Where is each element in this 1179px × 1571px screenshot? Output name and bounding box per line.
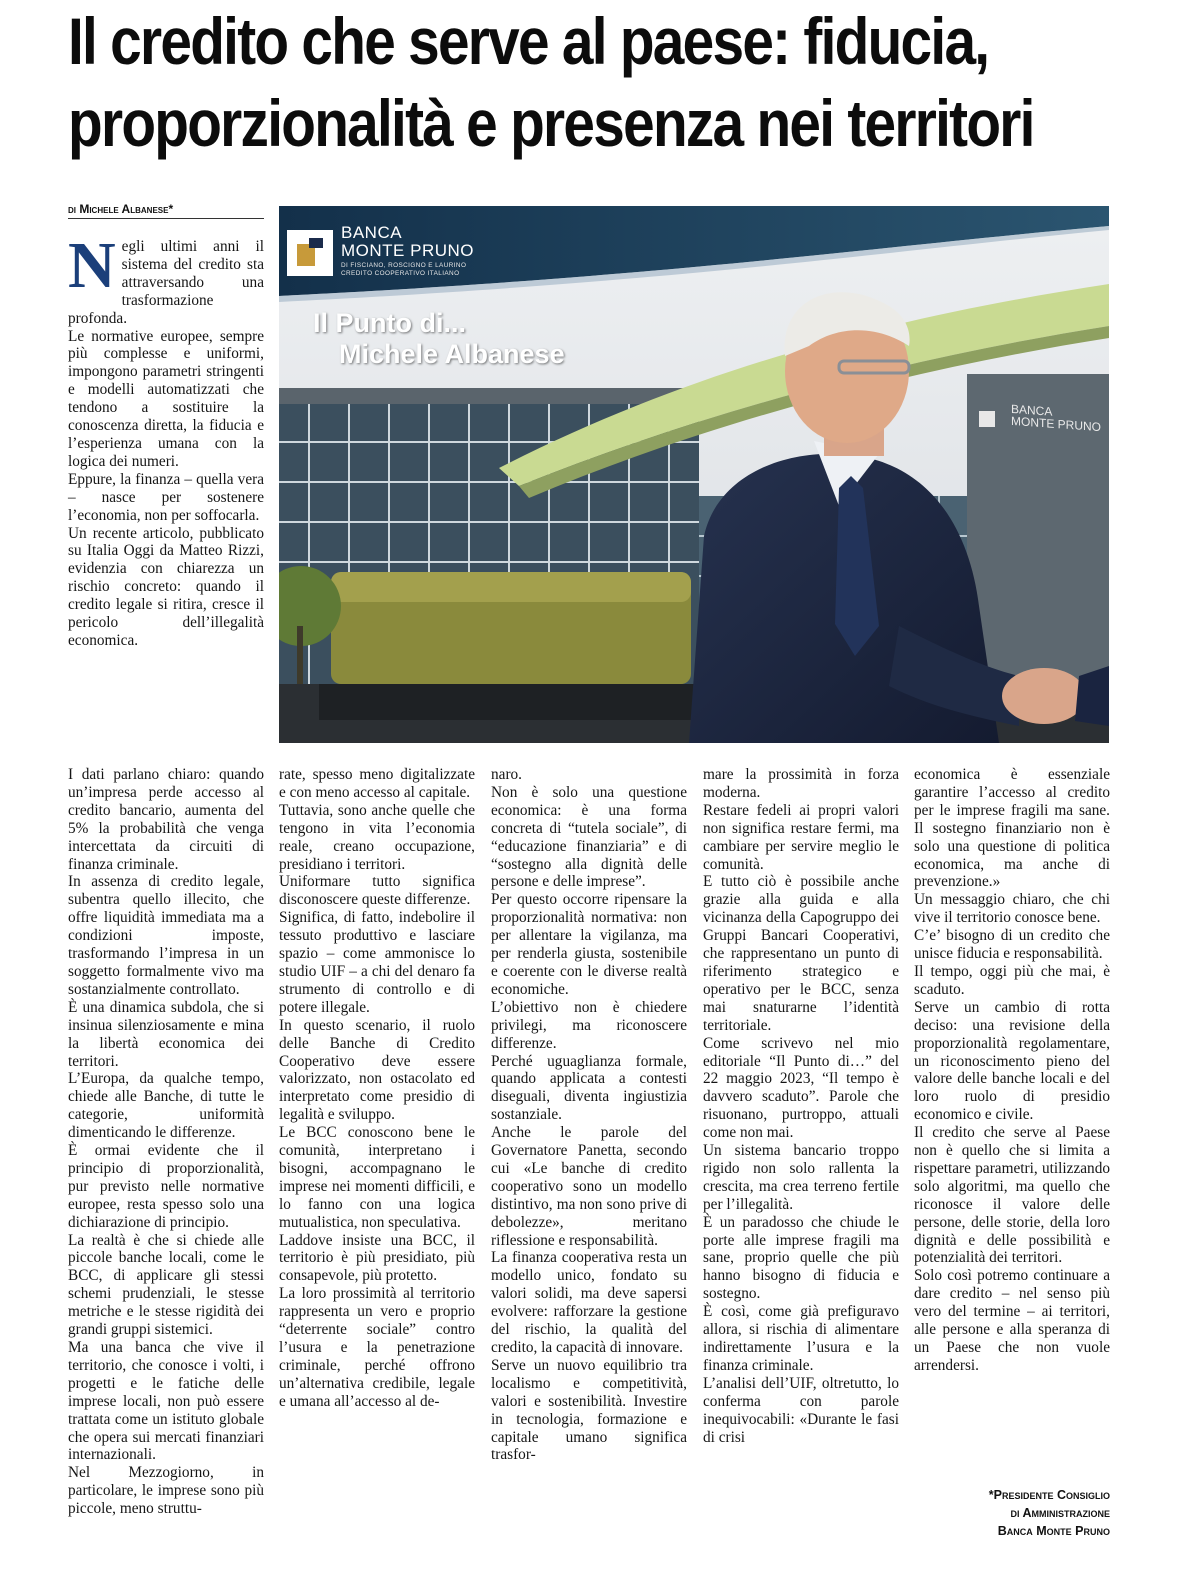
paragraph: Le normative europee, sempre più complesse e uniformi, impongono parametri stringenti e modelli automatizzati che tendono a sostituire la conoscenza diretta, la fiducia e l’esperienza umana con la logica dei numeri.	[68, 327, 264, 470]
paragraph: Restare fedeli ai propri valori non significa restare fermi, ma cambiare per servire meglio le comunità.	[703, 801, 899, 873]
paragraph: Anche le parole del Governatore Panetta, secondo cui «Le banche di credito cooperativo sono un modello distintivo, ma non sono prive di debolezze», meritano riflessione e responsabilità.	[491, 1124, 687, 1249]
paragraph: Uniformare tutto significa disconoscere queste differenze.	[279, 873, 475, 909]
paragraph: Come scrivevo nel mio editoriale “Il Punto di…” del 22 maggio 2023, “Il tempo è davvero scaduto”. Parole che risuonano, purtroppo, attuali come non mai.	[703, 1034, 899, 1142]
paragraph: La loro prossimità al territorio rappresenta un vero e proprio “deterrente sociale” contro l’usura e la penetrazione criminale, perché offrono un’alternativa credibile, legale e umana all’accesso al de-	[279, 1285, 475, 1410]
paragraph: Serve un cambio di rotta deciso: una revisione della proporzionalità regolamentare, un riconoscimento pieno del valore delle banche locali e del loro ruolo di presidio economico e civile.	[914, 998, 1110, 1124]
paragraph: La finanza cooperativa resta un modello unico, fondato su valori solidi, ma deve sapersi evolvere: rafforzare la gestione del rischio, la qualità del credito, la capacità di innovare.	[491, 1249, 687, 1356]
column-1-top	[68, 229, 264, 650]
paragraph: C’e’ bisogno di un credito che unisce fiducia e responsabilità.	[914, 927, 1110, 963]
paragraph: Significa, di fatto, indebolire il tessuto produttivo e lasciare spazio – come ammonisce lo studio UIF – a chi del denaro fa strumento di controllo e di potere illegale.	[279, 909, 475, 1016]
banner-bank-name: BANCA MONTE PRUNO	[341, 223, 474, 260]
banner-illustration	[279, 206, 1109, 743]
paragraph: mare la prossimità in forza moderna.	[703, 766, 899, 801]
paragraph: Serve un nuovo equilibrio tra localismo e competitività, valori e sostenibilità. Investire in tecnologia, formazione e capitale umano significa trasfor-	[491, 1356, 687, 1464]
drop-cap: N	[68, 229, 116, 302]
paragraph: L’Europa, da qualche tempo, chiede alle Banche, di tutte le categorie, uniformità dimenticando le differenze.	[68, 1070, 264, 1142]
headline-line-2: proporzionalità e presenza nei territori	[68, 86, 1034, 160]
paragraph: Eppure, la finanza – quella vera – nasce per sostenere l’economia, non per soffocarla.	[68, 470, 264, 524]
column-3	[491, 766, 687, 1464]
headline	[68, 0, 1113, 164]
column-4	[703, 766, 899, 1446]
building-sign: BANCA MONTE PRUNO	[1011, 401, 1101, 435]
paragraph: Non è solo una questione economica: è una forma concreta di “tutela sociale”, di “educazione finanziaria” e di “sostegno alla dignità delle persone e delle imprese”.	[491, 783, 687, 891]
headline-line-1: Il credito che serve al paese: fiducia,	[68, 4, 989, 78]
paragraph: Un messaggio chiaro, che chi vive il territorio conosce bene.	[914, 891, 1110, 927]
paragraph: Ma una banca che vive il territorio, che conosce i volti, i progetti e le fatiche delle imprese locali, non può essere trattata come un istituto globale che opera sui mercati finanziari internazionali.	[68, 1339, 264, 1464]
paragraph: Un sistema bancario troppo rigido non solo rallenta la crescita, ma crea terreno fertile per l’illegalità.	[703, 1142, 899, 1213]
paragraph: È così, come già prefiguravo allora, si rischia di alimentare indirettamente l’usura e la finanza criminale.	[703, 1303, 899, 1374]
paragraph: Solo così potremo continuare a dare credito – nel senso più vero del termine – ai territori, alle persone e alla speranza di un Paese che non vuole arrendersi.	[914, 1267, 1110, 1374]
paragraph: Nel Mezzogiorno, in particolare, le imprese sono più piccole, meno struttu-	[68, 1464, 264, 1518]
column-2	[279, 766, 475, 1411]
banner-bank-subtitle: DI FISCIANO, ROSCIGNO E LAURINO CREDITO COOPERATIVO ITALIANO	[341, 262, 467, 277]
column-5	[914, 766, 1110, 1375]
paragraph: Laddove insiste una BCC, il territorio è più presidiato, più consapevole, più protetto.	[279, 1231, 475, 1285]
paragraph: Le BCC conoscono bene le comunità, interpretano i bisogni, accompagnano le imprese nei momenti difficili, e lo fanno con una logica mutualistica, non speculativa.	[279, 1124, 475, 1231]
author-signature: *Presidente Consiglio di Amministrazione Banca Monte Pruno	[988, 1488, 1110, 1538]
paragraph: La realtà è che si chiede alle piccole banche locali, come le BCC, di applicare gli stessi schemi prudenziali, le stesse metriche e le stesse rigidità dei grandi gruppi sistemici.	[68, 1231, 264, 1339]
paragraph: rate, spesso meno digitalizzate e con meno accesso al capitale.	[279, 766, 475, 801]
paragraph: In assenza di credito legale, subentra quello illecito, che offre liquidità immediata ma a condizioni imposte, trasformando l’impresa in un soggetto formalmente vivo ma sostanzialmente controllato.	[68, 873, 264, 998]
byline: di Michele Albanese*	[68, 202, 264, 219]
paragraph: Negli ultimi anni il sistema del credito sta attraversando una trasformazione profonda.	[68, 229, 264, 327]
paragraph: Per questo occorre ripensare la proporzionalità normativa: non per allentare la vigilanza, ma per renderla giusta, sostenibile e coerente con le diverse realtà economiche.	[491, 891, 687, 998]
paragraph: È un paradosso che chiude le porte alle imprese fragili ma sane, proprio quelle che più hanno bisogno di fiducia e sostegno.	[703, 1213, 899, 1303]
paragraph: È una dinamica subdola, che si insinua silenziosamente e mina la libertà economica dei territori.	[68, 998, 264, 1070]
banner-title: Il Punto di... Michele Albanese	[313, 308, 565, 369]
paragraph: Il tempo, oggi più che mai, è scaduto.	[914, 962, 1110, 998]
paragraph: Tuttavia, sono anche quelle che tengono in vita l’economia reale, creano occupazione, presidiano i territori.	[279, 801, 475, 873]
paragraph: Perché uguaglianza formale, quando applicata a contesti diseguali, diventa ingiustizia sostanziale.	[491, 1052, 687, 1124]
banner-image	[279, 206, 1109, 743]
paragraph: I dati parlano chiaro: quando un’impresa perde accesso al credito bancario, aumenta del 5% la probabilità che venga intercettata da circuiti di finanza criminale.	[68, 766, 264, 873]
paragraph: economica è essenziale garantire l’accesso al credito per le imprese fragili ma sane. Il sostegno finanziario non è solo una questione di politica economica, ma anche di prevenzione.»	[914, 766, 1110, 891]
paragraph: naro.	[491, 766, 523, 783]
paragraph: Un recente articolo, pubblicato su Italia Oggi da Matteo Rizzi, evidenzia con chiarezza un rischio concreto: quando il credito legale si ritira, cresce il pericolo dell’illegalità economica.	[68, 524, 264, 649]
paragraph: È ormai evidente che il principio di proporzionalità, pur previsto nelle normative europee, resta spesso solo una dichiarazione di principio.	[68, 1142, 264, 1231]
bank-logo-icon	[287, 230, 333, 276]
paragraph: L’analisi dell’UIF, oltretutto, lo conferma con parole inequivocabili: «Durante le fasi di crisi	[703, 1374, 899, 1446]
paragraph: E tutto ciò è possibile anche grazie alla guida e alla vicinanza della Capogruppo dei Gruppi Bancari Cooperativi, che rappresentano un punto di riferimento strategico e operativo per le BCC, senza mai snaturarne l’identità territoriale.	[703, 873, 899, 1034]
paragraph: In questo scenario, il ruolo delle Banche di Credito Cooperativo deve essere valorizzato, non ostacolato ed interpretato come presidio di legalità e sviluppo.	[279, 1016, 475, 1124]
paragraph: Il credito che serve al Paese non è quello che si limita a rispettare parametri, utilizzando solo algoritmi, ma quello che riconosce il valore delle persone, delle storie, della loro dignità e delle possibilità e potenzialità dei territori.	[914, 1124, 1110, 1267]
column-1	[68, 766, 264, 1518]
paragraph: L’obiettivo non è chiedere privilegi, ma riconoscere differenze.	[491, 998, 687, 1052]
